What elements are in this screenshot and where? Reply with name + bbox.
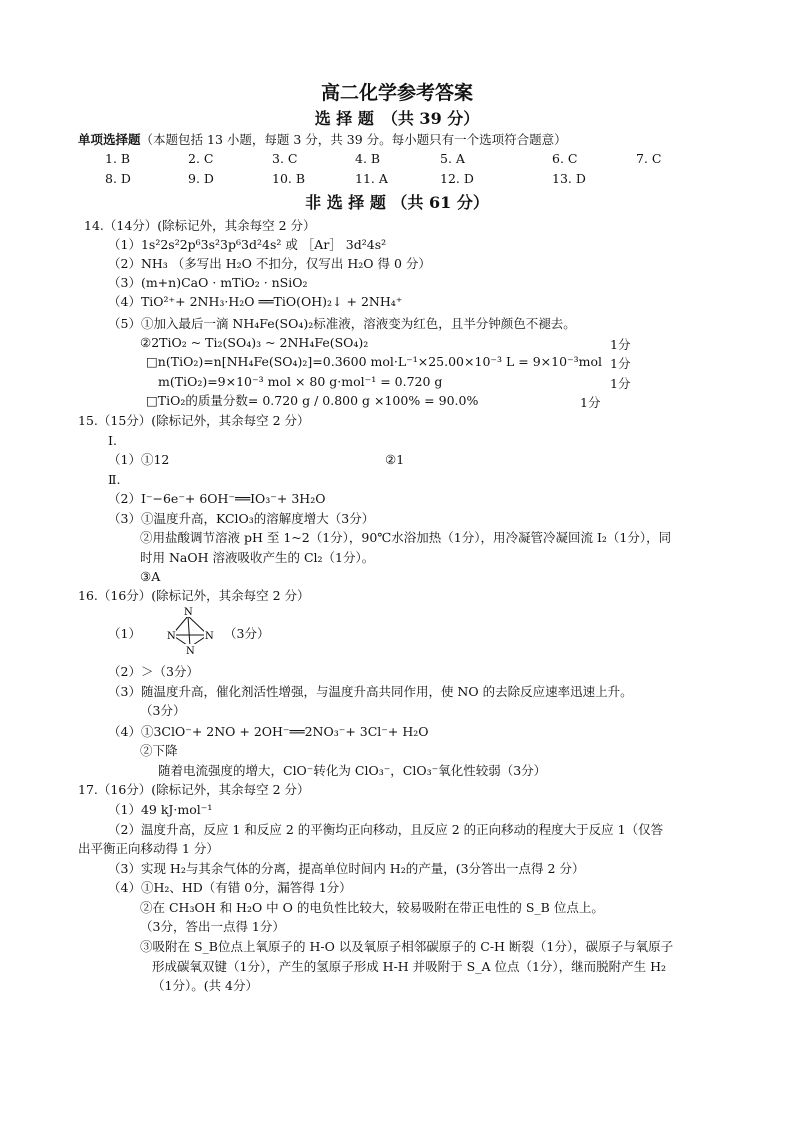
page-title: 高二化学参考答案: [320, 82, 473, 104]
answer-1: 1. B: [105, 151, 131, 166]
q16-answer-1-score: （3分）: [224, 626, 270, 641]
q17-answer-4c: （3分，答出一点得 1分）: [140, 919, 285, 934]
q17-answer-2: （2）温度升高，反应 1 和反应 2 的平衡均正向移动，且反应 2 的正向移动的程度大于反应 1（仅答: [108, 822, 664, 837]
q14-answer-3: （3）(m+n)CaO · mTiO₂ · nSiO₂: [108, 275, 308, 290]
q17-answer-4e: 形成碳氧双键（1分），产生的氢原子形成 H-H 并吸附于 S_A 位点（1分），继而脱附产生 H₂: [152, 959, 667, 974]
n-atom-left: N: [167, 631, 176, 642]
q16-answer-3: （3）随温度升高，催化剂活性增强，与温度升高共同作用，使 NO 的去除反应速率迅速上升。: [108, 684, 633, 699]
choice-intro-text: （本题包括 13 小题，每题 3 分，共 39 分。每小题只有一个选项符合题意）: [140, 132, 567, 147]
answer-4: 4. B: [355, 151, 381, 166]
q16-answer-4c: 随着电流强度的增大，ClO⁻转化为 ClO₃⁻，ClO₃⁻氧化性较弱（3分）: [158, 763, 547, 778]
q17-answer-1: （1）49 kJ·mol⁻¹: [108, 802, 213, 817]
q16-answer-4b: ②下降: [140, 743, 178, 758]
n-atom-top: N: [184, 607, 193, 618]
q16-answer-1: （1）: [108, 626, 141, 641]
n-atom-bottom: N: [186, 646, 195, 657]
q17-heading: 17.（16分）(除标记外，其余每空 2 分）: [78, 782, 310, 797]
choice-intro-label: 单项选择题: [78, 132, 141, 147]
q17-answer-4d: ③吸附在 S_B位点上氧原子的 H-O 以及氧原子相邻碳原子的 C-H 断裂（1分），碳原子与氧原子: [140, 939, 674, 954]
answer-11: 11. A: [355, 171, 388, 186]
answer-7: 7. C: [636, 151, 662, 166]
q15-answer-2: （2）I⁻−6e⁻+ 6OH⁻══IO₃⁻+ 3H₂O: [108, 491, 326, 506]
n-atom-right: N: [205, 631, 214, 642]
section-nonchoice-title: 非 选 择 题 （共 61 分）: [305, 193, 489, 212]
q14-answer-5-4: m(TiO₂)=9×10⁻³ mol × 80 g·mol⁻¹ = 0.720 g: [158, 374, 443, 389]
answer-12: 12. D: [440, 171, 474, 186]
q15-answer-3: （3）①温度升高，KClO₃的溶解度增大（3分）: [108, 511, 375, 526]
choice-intro: [78, 132, 567, 148]
q15-answer-1b: ②1: [385, 452, 405, 467]
q14-answer-4: （4）TiO²⁺+ 2NH₃·H₂O ══TiO(OH)₂↓ + 2NH₄⁺: [108, 294, 403, 309]
q15-answer-1a: （1）①12: [108, 452, 170, 467]
q15-answer-3b: ②用盐酸调节溶液 pH 至 1~2（1分），90℃水浴加热（1分），用冷凝管冷凝回流 I₂（1分），同: [140, 530, 672, 545]
q14-score-d: 1分: [580, 395, 601, 410]
q16-answer-4: （4）①3ClO⁻+ 2NO + 2OH⁻══2NO₃⁻+ 3Cl⁻+ H₂O: [108, 724, 429, 739]
answer-3: 3. C: [272, 151, 298, 166]
q15-part-2: Ⅱ.: [108, 472, 121, 487]
q15-part-1: Ⅰ.: [108, 433, 117, 448]
q17-answer-3: （3）实现 H₂与其余气体的分离，提高单位时间内 H₂的产量，(3分答出一点得 2 分）: [108, 861, 585, 876]
q14-answer-2: （2）NH₃ （多写出 H₂O 不扣分，仅写出 H₂O 得 0 分）: [108, 256, 431, 271]
q16-answer-2: （2）＞（3分）: [108, 664, 199, 679]
q14-score-a: 1分: [610, 337, 631, 352]
q17-answer-4f: （1分）。(共 4分）: [152, 978, 259, 993]
section-choice-title: 选 择 题 （共 39 分）: [314, 109, 480, 128]
q17-answer-4b: ②在 CH₃OH 和 H₂O 中 O 的电负性比较大，较易吸附在带正电性的 S_B 位点上。: [140, 900, 604, 915]
q15-answer-3c: 时用 NaOH 溶液吸收产生的 Cl₂（1分）。: [140, 550, 375, 565]
q14-answer-5-5: □TiO₂的质量分数= 0.720 g / 0.800 g ×100% = 90.0%: [146, 393, 479, 408]
q17-answer-4: （4）①H₂、HD（有错 0分，漏答得 1分）: [108, 880, 352, 895]
q14-answer-5-1: （5）①加入最后一滴 NH₄Fe(SO₄)₂标准液，溶液变为红色，且半分钟颜色不褪去。: [108, 316, 576, 331]
q17-answer-2b: 出平衡正向移动得 1 分）: [78, 841, 219, 856]
q14-score-c: 1分: [610, 376, 631, 391]
q14-answer-1: （1）1s²2s²2p⁶3s²3p⁶3d²4s² 或 ［Ar］ 3d²4s²: [108, 237, 387, 252]
q15-heading: 15.（15分）(除标记外，其余每空 2 分）: [78, 413, 310, 428]
q14-heading: 14.（14分）(除标记外，其余每空 2 分）: [84, 218, 316, 233]
answer-8: 8. D: [105, 171, 131, 186]
q15-answer-3d: ③A: [140, 569, 161, 584]
answer-13: 13. D: [552, 171, 586, 186]
n4-tetrahedral-structure: [158, 603, 224, 659]
answer-9: 9. D: [188, 171, 214, 186]
q14-answer-5-2: ②2TiO₂ ~ Ti₂(SO₄)₃ ~ 2NH₄Fe(SO₄)₂: [140, 335, 369, 350]
q14-score-b: 1分: [610, 356, 631, 371]
answer-6: 6. C: [552, 151, 578, 166]
q14-answer-5-3: □n(TiO₂)=n[NH₄Fe(SO₄)₂]=0.3600 mol·L⁻¹×25.00×10⁻³ L = 9×10⁻³mol: [146, 354, 603, 369]
q16-heading: 16.（16分）(除标记外，其余每空 2 分）: [78, 588, 310, 603]
answer-2: 2. C: [188, 151, 214, 166]
answer-10: 10. B: [272, 171, 306, 186]
answer-5: 5. A: [440, 151, 465, 166]
q16-answer-3b: （3分）: [140, 703, 186, 718]
